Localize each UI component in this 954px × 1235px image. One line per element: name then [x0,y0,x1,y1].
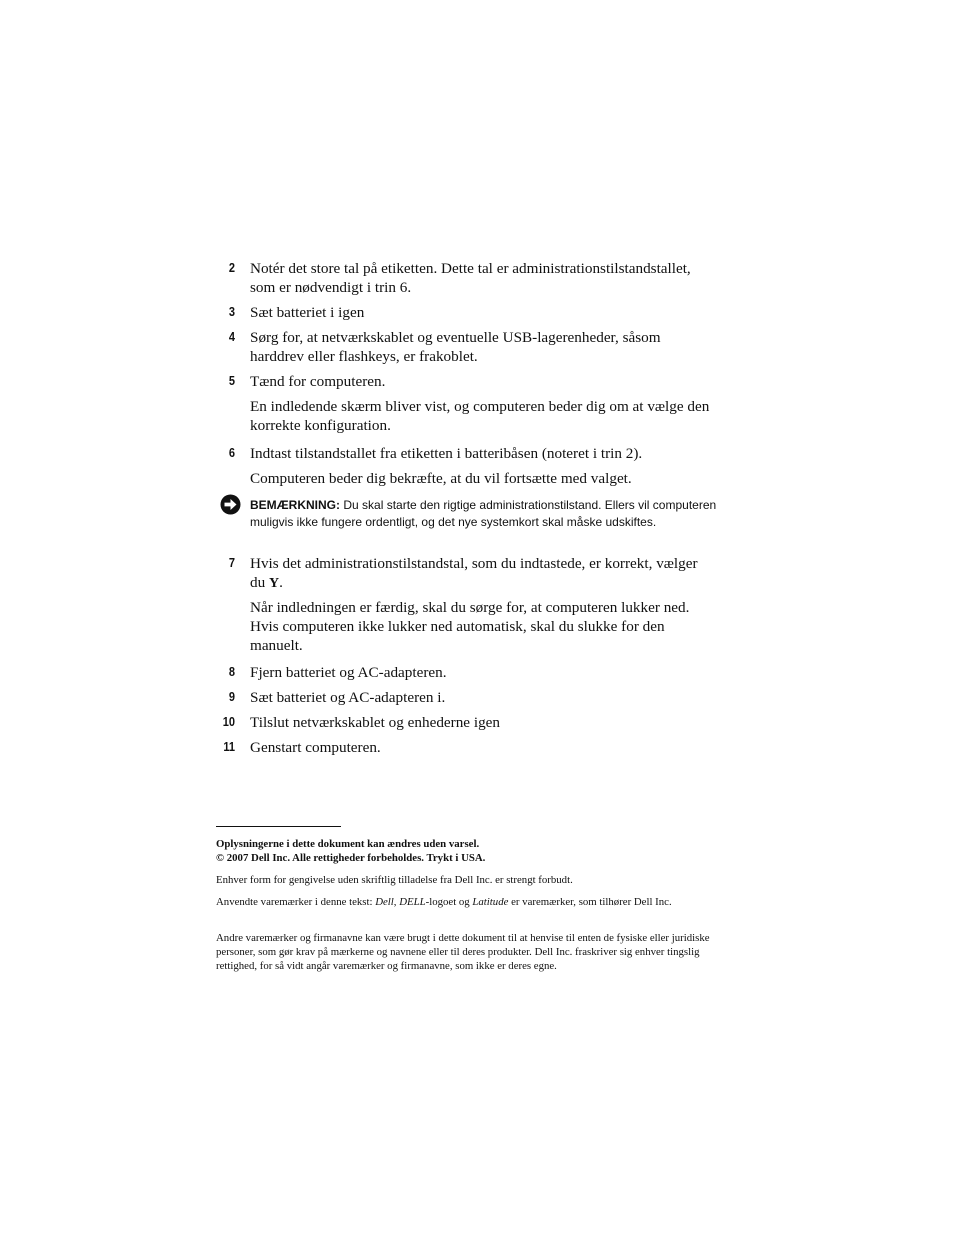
step-8 [216,663,716,682]
step-2 [216,259,716,297]
step-number: 4 [228,330,235,344]
step-4 [216,328,716,366]
step-9 [216,688,716,707]
step-number: 7 [228,556,235,570]
step-5-paragraph: En indledende skærm bliver vist, og computeren beder dig om at vælge den korrekte konfiguration. [250,398,710,434]
step-text: Sæt batteriet og AC-adapteren i. [250,689,446,706]
step-6-paragraph: Computeren beder dig bekræfte, at du vil fortsætte med valget. [250,470,632,487]
footer-copyright: © 2007 Dell Inc. Alle rettigheder forbeholdes. Trykt i USA. [216,852,486,864]
step-number: 5 [228,374,235,388]
trademarks-logo-text: -logoet og [425,896,473,908]
footer-trademarks [216,895,721,909]
step-text [250,554,716,593]
notice-text: Du skal starte den rigtige administrationstilstand. Ellers vil computeren muligvis ikke fungere ordentligt, og det nye systemkort skal måske udskiftes. [250,498,717,529]
step-text: Sæt batteriet i igen [250,304,365,321]
notice-label: BEMÆRKNING: [250,498,340,512]
key-y: Y [268,576,280,591]
trademarks-prefix: Anvendte varemærker i denne tekst: [216,896,376,908]
step-5 [216,372,716,391]
step-text: Sørg for, at netværkskablet og eventuelle USB-lagerenheder, såsom harddrev eller flashkeys, er frakoblet. [250,329,661,365]
trademark-dell: Dell [375,896,394,908]
step-10 [216,713,716,732]
step-text: Genstart computeren. [250,739,381,756]
footer-other-trademarks: Andre varemærker og firmanavne kan være brugt i dette dokument til at henvise til enten de fysiske eller juridiske personer, som gør krav på mærkerne og navnene eller til deres produkter. Dell Inc. fraskriver sig enhver tingslig rettighed, for så vidt angår varemærker og firmanavne, som ikke er deres egne. [216,932,710,972]
notice-arrow-icon [220,494,241,515]
step-number: 2 [228,261,235,275]
step-number: 9 [228,690,235,704]
footer-separator [216,826,341,827]
step-7 [216,554,716,593]
trademarks-suffix: er varemærker, som tilhører Dell Inc. [508,896,672,908]
step-3 [216,303,716,322]
step-11 [216,738,716,757]
step-text: Notér det store tal på etiketten. Dette tal er administrationstilstandstallet, som er nødvendigt i trin 6. [250,260,691,296]
trademarks-separator: , [393,896,400,908]
step-number: 6 [228,446,235,460]
step-text: Tænd for computeren. [250,373,386,390]
footer-reproduction: Enhver form for gengivelse uden skriftlig tilladelse fra Dell Inc. er strengt forbudt. [216,874,573,886]
step-number: 11 [223,740,235,754]
step-number: 10 [222,715,235,729]
trademark-dell-logo: DELL [399,896,426,908]
step-7-text: Hvis det administrationstilstandstal, som du indtastede, er korrekt, vælger du [250,555,698,591]
trademark-latitude: Latitude [472,896,509,908]
footer-notice-line1: Oplysningerne i dette dokument kan ændres uden varsel. [216,838,480,850]
step-text: Fjern batteriet og AC-adapteren. [250,664,447,681]
step-6 [216,444,716,463]
step-text: Indtast tilstandstallet fra etiketten i batteribåsen (noteret i trin 2). [250,445,643,462]
step-number: 3 [228,305,235,319]
step-text: Tilslut netværkskablet og enhederne igen [250,714,500,731]
notice [250,497,720,531]
step-7-paragraph: Når indledningen er færdig, skal du sørge for, at computeren lukker ned. Hvis computeren ikke lukker ned automatisk, skal du slukke for den manuelt. [250,599,690,654]
step-7-period: . [279,574,283,591]
step-number: 8 [228,665,235,679]
